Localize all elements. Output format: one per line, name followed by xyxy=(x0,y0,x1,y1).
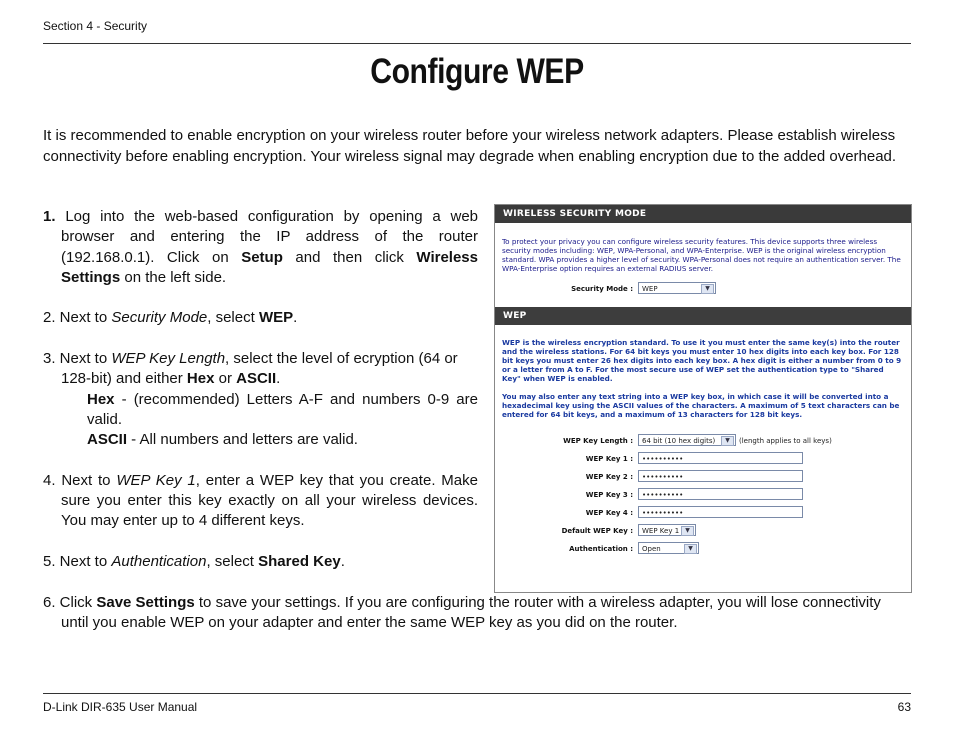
wep-key-length-select[interactable]: 64 bit (10 hex digits) ▼ xyxy=(638,434,736,446)
step-6: 6. Click Save Settings to save your settings. If you are configuring the router with a wireless adapter, you will lose connectivity until you enable WEP on your adapter and enter the same WEP key as you did on the router. xyxy=(43,593,881,631)
step-4: 4. Next to WEP Key 1, enter a WEP key that you create. Make sure you enter this key exactly on all your wireless devices. You may enter up to 4 different keys. xyxy=(43,471,478,530)
wep-key-2-row: WEP Key 2 : •••••••••• xyxy=(495,469,911,487)
chevron-down-icon: ▼ xyxy=(681,526,694,536)
section-header: Section 4 - Security xyxy=(43,19,148,33)
step-5: 5. Next to Authentication, select Shared Key. xyxy=(43,553,345,571)
wep-key-3-input[interactable]: •••••••••• xyxy=(638,488,803,500)
step-2: 2. Next to Security Mode, select WEP. xyxy=(43,309,298,327)
security-mode-description: To protect your privacy you can configure wireless security features. This device supports three wireless security modes including: WEP, WPA-Personal, and WPA-Enterprise. WEP is the original wireless encryption standard. WPA provides a higher level of security. WPA-Personal does not require an authentication server. The WPA-Enterprise option requires an external RADIUS server. xyxy=(502,237,901,273)
page-number: 63 xyxy=(897,700,911,714)
chevron-down-icon: ▼ xyxy=(684,544,697,554)
page-title: Configure WEP xyxy=(370,52,584,91)
wep-key-4-row: WEP Key 4 : •••••••••• xyxy=(495,505,911,523)
chevron-down-icon: ▼ xyxy=(701,284,714,294)
default-wep-key-label: Default WEP Key : xyxy=(561,527,633,535)
wep-key-length-label: WEP Key Length : xyxy=(563,437,633,445)
footer-manual-name: D-Link DIR-635 User Manual xyxy=(43,700,198,714)
ascii-note: ASCII - All numbers and letters are valid. xyxy=(87,431,358,449)
intro-paragraph: It is recommended to enable encryption on your wireless router before your wireless network adapters. Please establish wireless connectivity before enabling encryption. Your wireless signal may degrade when enabling encryption due to the added overhead. xyxy=(43,127,897,165)
default-wep-key-row xyxy=(495,523,911,541)
header-rule xyxy=(43,43,911,44)
authentication-row xyxy=(495,541,911,559)
router-settings-screenshot xyxy=(494,204,912,593)
authentication-label: Authentication : xyxy=(569,545,633,553)
wep-key-2-input[interactable]: •••••••••• xyxy=(638,470,803,482)
step-3: 3. Next to WEP Key Length, select the level of ecryption (64 or 128-bit) and either Hex or ASCII. Hex - (recommended) Letters A-F and numbers 0-9 are valid. ASCII - All numbers and letters are valid. xyxy=(43,349,478,450)
hex-note: Hex - (recommended) Letters A-F and numbers 0-9 are valid. xyxy=(87,390,478,428)
wep-description-2: You may also enter any text string into a WEP key box, in which case it will be converted into a hexadecimal key using the ASCII values of the characters. A maximum of 5 text characters can be entered for 64 bit keys, and a maximum of 13 characters for 128 bit keys. xyxy=(502,392,900,419)
wep-description-1: WEP is the wireless encryption standard. To use it you must enter the same key(s) into the router and the wireless stations. For 64 bit keys you must enter 10 hex digits into each key box. For 128 bit keys you must enter 26 hex digits into each key box. A hex digit is either a number from 0 to 9 or a letter from A to F. For the most secure use of WEP set the authentication type to "Shared Key" when WEP is enabled. xyxy=(502,338,902,383)
key-length-note: (length applies to all keys) xyxy=(739,437,832,445)
security-mode-row xyxy=(495,281,911,299)
default-wep-key-select[interactable]: WEP Key 1 ▼ xyxy=(638,524,696,536)
wep-section-header: WEP xyxy=(495,307,911,325)
wireless-security-mode-header: WIRELESS SECURITY MODE xyxy=(495,205,911,223)
wep-key-3-row: WEP Key 3 : •••••••••• xyxy=(495,487,911,505)
authentication-select[interactable]: Open ▼ xyxy=(638,542,699,554)
footer-rule xyxy=(43,693,911,694)
step-1: 1. Log into the web-based configuration by opening a web browser and entering the IP address of the router (192.168.0.1). Click on Setup and then click Wireless Settings on the left side. xyxy=(43,208,479,286)
chevron-down-icon: ▼ xyxy=(721,436,734,446)
wep-key-1-row: WEP Key 1 : •••••••••• xyxy=(495,451,911,469)
wep-key-4-input[interactable]: •••••••••• xyxy=(638,506,803,518)
wep-key-1-input[interactable]: •••••••••• xyxy=(638,452,803,464)
security-mode-label: Security Mode : xyxy=(571,285,633,293)
security-mode-select[interactable]: WEP ▼ xyxy=(638,282,716,294)
wep-key-length-row xyxy=(495,433,911,451)
